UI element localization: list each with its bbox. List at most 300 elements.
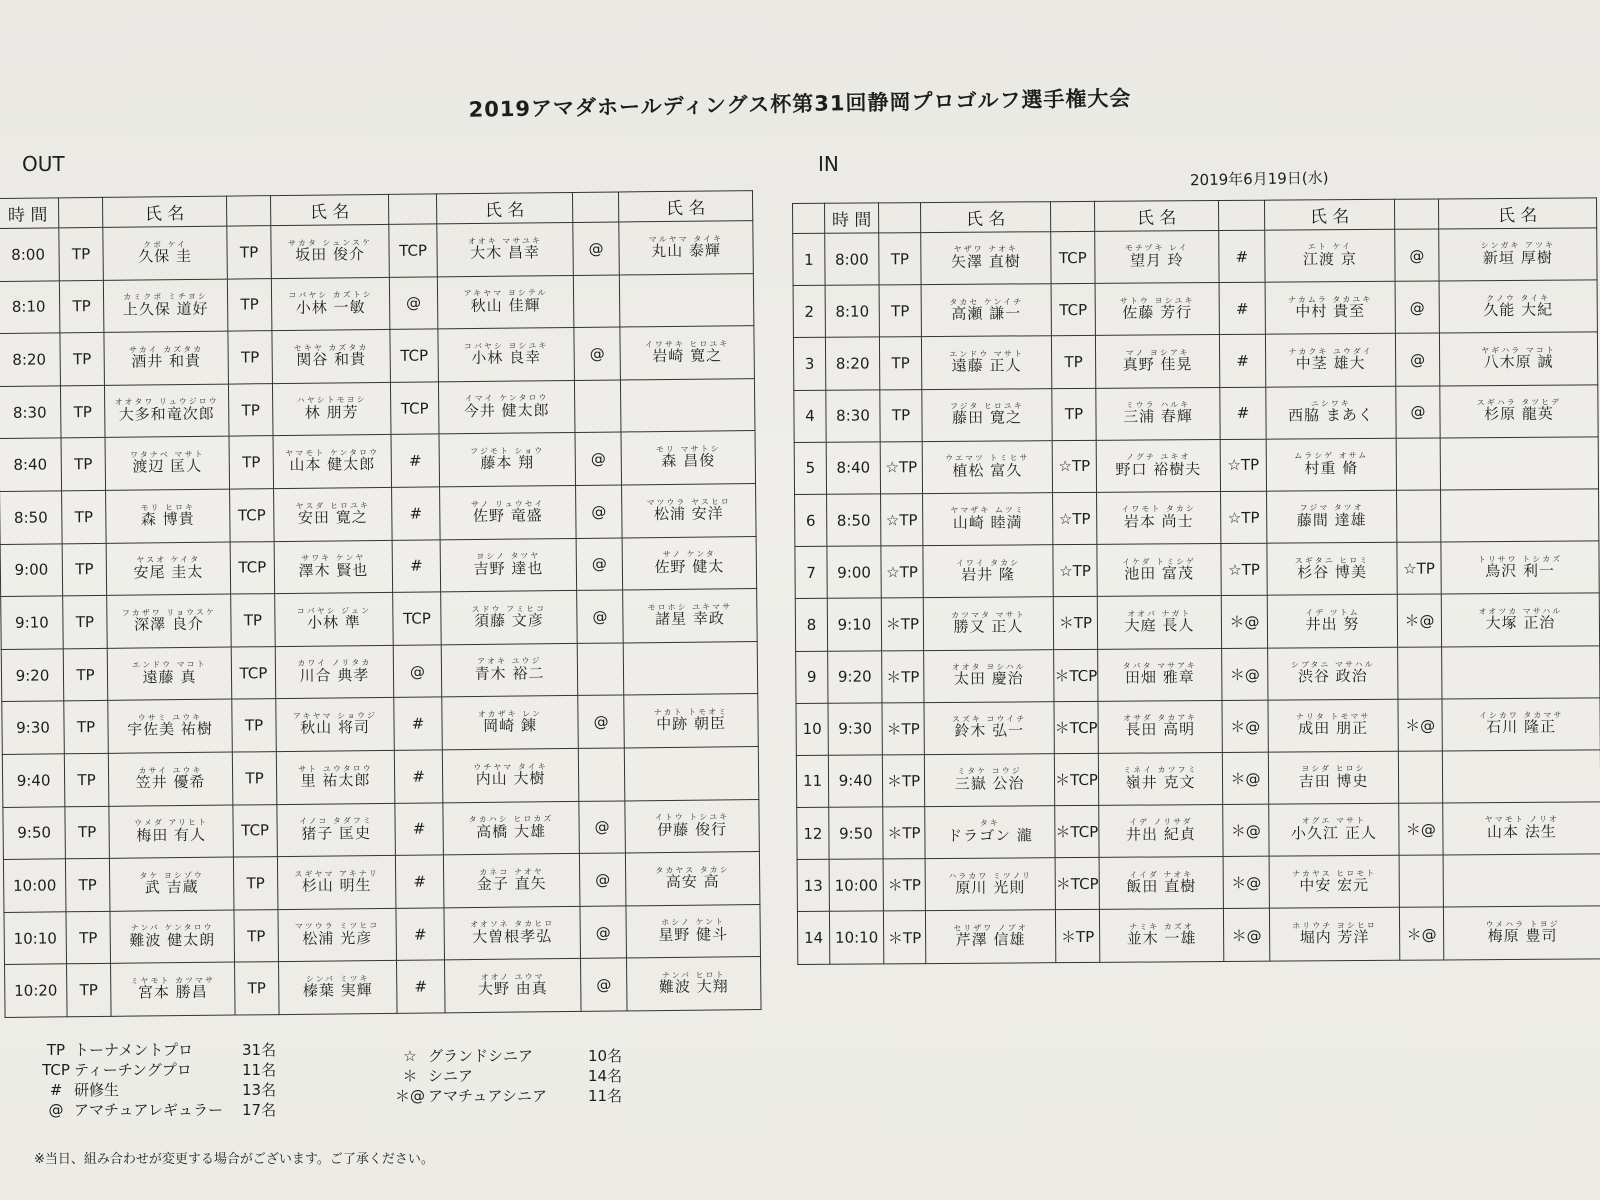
player-name-cell [924,754,1054,807]
category-badge: TP [60,385,105,438]
player [948,872,1032,897]
player [293,712,377,737]
legend-count: 14名 [588,1067,623,1085]
player-name: 杉原 龍英 [1484,405,1554,424]
player-name-cell [272,330,391,384]
tee-time: 8:50 [827,494,881,547]
player-name-cell [1097,544,1221,597]
category-badge: ＊TP [883,807,925,859]
player-kana: モリ マサトシ [655,444,721,455]
category-badge: @ [389,276,438,329]
player-name-cell [925,858,1055,911]
player-name-cell [1265,229,1395,282]
player-name-cell [445,959,582,1013]
player-name-cell [625,799,760,853]
category-badge: @ [578,695,625,748]
player-name-cell [1269,856,1399,909]
change-notice: ※当日、組み合わせが変更する場合がございます。ご了承ください。 [34,1152,434,1167]
player-name-cell [1266,386,1396,439]
category-badge: TP [1051,336,1095,388]
player-name: 小久江 正人 [1290,823,1377,843]
player [654,551,724,576]
player-kana: サカイ カズタカ [128,344,204,355]
player-name: 吉野 達也 [473,558,544,578]
category-badge: ＊@ [1399,803,1443,855]
tee-time: 8:20 [0,333,60,386]
category-badge: ＊TP [881,598,923,650]
name-header: 氏 名 [436,192,572,223]
player [655,866,730,891]
player-name-cell [442,696,579,750]
player-name: 渋谷 政治 [1297,667,1368,686]
player-name: 深澤 良介 [133,614,204,634]
player-name-cell [106,489,231,543]
category-badge: TP [61,438,106,491]
category-badge: # [1220,387,1266,440]
player-name-cell [1095,231,1219,284]
player-name-cell [107,647,232,701]
player-name: 松浦 光彦 [302,928,373,948]
player-name-cell [279,961,398,1015]
category-badge: ＊TCP [1054,649,1098,701]
player-name-cell [105,436,230,490]
player-name: 佐野 健太 [654,556,725,576]
category-badge: TP [65,806,110,859]
player-name-cell [440,538,577,592]
player-kana: コバヤシ カズトシ [288,290,373,301]
player [952,663,1026,688]
player-kana: オオソネ タカヒロ [470,919,555,930]
category-badge: TP [59,227,104,280]
player-kana: マノ ヨシアキ [1125,347,1190,358]
player-kana: イワサキ ヒロユキ [644,339,730,349]
table-row [794,384,1598,442]
time-header: 時 間 [0,198,59,229]
legend-label: グランドシニア [428,1047,534,1065]
category-badge: # [394,750,443,803]
category-badge: # [391,434,440,487]
player-kana: トリサワ トシカズ [1477,554,1563,564]
group-number: 5 [794,442,826,494]
player-name: 鈴木 弘一 [954,721,1025,741]
category-badge: TP [63,596,108,649]
category-badge [578,748,625,801]
player [470,447,544,472]
tee-time: 10:10 [829,911,883,964]
category-badge: @ [575,432,622,485]
player-name: 難波 健太朗 [129,930,216,950]
player-kana: フジタ ヒロユキ [949,401,1024,411]
player-name-cell [108,752,233,806]
player-kana: タカセ ケンイチ [949,296,1024,307]
tee-time: 8:40 [826,442,880,495]
player [473,552,543,577]
player [1288,296,1373,321]
player-name: 小林 一敏 [295,297,366,317]
no-header [793,203,825,233]
out-pairings-table [0,190,762,1018]
group-number: 14 [797,912,829,964]
player-kana: ハラカワ ミツノリ [948,870,1033,881]
player-kana: ヤマモト ケンタロウ [285,447,380,458]
player-name: 遠藤 真 [142,667,197,687]
player-kana: セリザワ ノブオ [953,923,1028,933]
category-badge [574,380,621,433]
player-name: 今井 健太郎 [463,400,550,420]
category-badge: TP [62,543,107,596]
player-name: 嶺井 克文 [1125,772,1196,792]
player-name-cell [1267,595,1397,648]
category-badge: # [395,855,444,908]
player-name: 酒井 和貴 [131,352,202,371]
player [645,340,730,365]
group-number: 13 [797,860,829,912]
category-badge: TP [67,964,112,1017]
player [949,298,1023,323]
tee-time: 8:20 [825,337,879,390]
group-number: 11 [796,755,828,807]
player-name-cell [104,384,229,438]
legend-item [392,1066,622,1086]
player [471,500,545,525]
group-number: 4 [794,390,826,442]
player-name-cell [624,746,759,800]
category-badge: TP [235,962,280,1015]
category-badge: ☆TP [1221,543,1267,596]
category-badge: @ [573,222,620,275]
player-name: 杉山 明生 [301,876,372,895]
out-label: OUT [22,152,65,176]
player [951,246,1021,271]
event-date: 2019年6月19日(水) [1189,168,1329,190]
cat-header [572,192,618,222]
player-name: 関谷 和貴 [296,350,367,370]
player [952,715,1026,740]
table-row [795,489,1599,547]
table-row [793,228,1597,286]
table-row [0,431,756,492]
player [1123,766,1198,791]
player-name-cell [275,645,394,699]
player-name-cell [111,962,236,1016]
player-name-cell [619,273,754,327]
player [1126,871,1196,896]
cat-header [388,194,436,225]
category-badge: TP [231,594,276,647]
category-badge: @ [1395,333,1439,385]
player-name-cell [275,593,394,647]
player [1122,558,1196,583]
player-kana: ヤマザキ ムツミ [950,505,1025,516]
category-badge [577,643,624,696]
legend-code: ＊ [402,1067,418,1085]
category-badge [1399,855,1443,907]
category-badge: TP [233,857,278,910]
category-badge: ☆TP [881,546,923,598]
player-name: 坂田 俊介 [295,245,366,264]
player-name-cell [1098,752,1222,805]
category-badge: @ [576,485,623,538]
player-kana: イノコ タダフミ [299,816,373,826]
category-badge: TCP [389,224,438,277]
player [134,819,208,844]
player [122,608,216,633]
player-kana: ノグチ ユキオ [1126,452,1191,462]
player-name-cell [922,440,1052,493]
tee-time: 9:30 [2,701,65,754]
tee-time: 8:10 [0,280,60,333]
category-badge: # [392,487,441,540]
legend-item [392,1046,622,1066]
legend-label: トーナメントプロ [74,1041,193,1059]
player-name-cell [622,484,757,538]
player-kana: マルヤマ タイキ [648,233,724,244]
player-name: 山崎 睦満 [952,513,1023,532]
category-badge: ＊@ [1223,804,1269,857]
table-row [3,799,760,860]
category-badge: TP [227,226,272,279]
player-name-cell [438,380,575,434]
player-name: 大野 由真 [477,979,548,999]
player-kana: オオバ ナガト [1127,608,1192,619]
legend-code: TP [46,1041,66,1059]
player [647,498,731,523]
player-name: 高橋 大雄 [476,821,547,841]
player-name: 原川 光則 [955,878,1026,897]
player-kana: ナカト トモオミ [653,707,729,718]
player [297,607,372,632]
player-name-cell [1439,280,1597,333]
player [1124,610,1194,635]
player-name: 安田 寛之 [297,508,368,527]
player-name: 杉谷 博美 [1297,562,1368,582]
player-name: 久能 大紀 [1483,300,1554,320]
category-badge: ＊@ [1222,752,1268,805]
player-kana: タカハシ ヒロカズ [468,814,554,825]
player [294,870,378,895]
player [123,293,209,318]
category-badge: ☆TP [1220,439,1266,492]
tee-time: 8:00 [825,233,879,286]
player-name-cell [1267,542,1397,595]
player [464,289,548,314]
player [464,342,549,367]
player [297,397,367,422]
category-badge: TCP [230,541,275,594]
player-kana: サトウ ヨシユキ [1119,295,1195,306]
player-name: 里 祐太郎 [300,771,371,790]
document-title: 2019アマダホールディングス杯第31回静岡プロゴルフ選手権大会 [468,86,1132,122]
category-badge: ＊TCP [1054,701,1098,753]
player-name: 武 吉蔵 [144,878,199,897]
category-badge: ＊TP [882,650,924,702]
tee-time: 9:50 [3,806,66,859]
player [477,868,547,893]
category-badge: ＊@ [1397,594,1441,646]
player-kana: タバタ マサアキ [1122,661,1197,671]
player [298,765,373,790]
player-name-cell [1443,906,1600,959]
player-kana: ミネイ カツフミ [1123,765,1198,775]
legend-label: アマチュアレギュラー [74,1101,223,1119]
table-row [5,957,762,1018]
player [1481,346,1556,371]
table-row [794,437,1598,495]
player [296,502,371,527]
tee-time: 9:30 [828,703,882,756]
player-name-cell [277,803,396,857]
player-name: 森 博貴 [140,509,195,529]
player-kana: オオタワ リュウジロウ [114,397,219,408]
player-name: 須藤 文彦 [473,611,544,631]
group-number: 12 [797,807,829,859]
category-badge: TCP [1051,231,1095,283]
player-name: 笠井 優希 [135,772,206,792]
player-name-cell [1097,491,1221,544]
category-badge: TP [66,911,111,964]
player-name: 伊藤 俊行 [657,819,728,839]
player [1485,920,1559,945]
player-name: 丸山 泰輝 [651,241,722,261]
player-name: 佐藤 芳行 [1122,303,1193,322]
player-name: 村重 脩 [1304,458,1359,477]
player [950,402,1024,427]
player-name: 宮本 勝昌 [137,983,208,1002]
player-name: 長田 高明 [1125,720,1196,740]
player-name-cell [619,221,754,275]
player-kana: イデ ツトム [1305,607,1360,618]
category-badge: ＊@ [1222,648,1268,701]
player-name-cell [1265,334,1395,387]
category-badge: # [394,697,443,750]
player-name-cell [272,382,391,436]
name-header: 氏 名 [1094,201,1218,232]
category-badge: TP [59,280,104,333]
legend-item [392,1086,622,1106]
table-row [797,854,1600,912]
player-name: 青木 裕二 [474,664,545,683]
player [473,763,548,788]
player [1299,765,1369,790]
player-name-cell [1440,384,1598,437]
tee-time: 9:00 [827,546,881,599]
table-row [793,332,1597,390]
player-name-cell [271,224,390,278]
legend-code: ☆ [403,1047,417,1065]
player [1291,661,1375,686]
category-badge: @ [393,645,442,698]
player-name-cell [443,801,580,855]
category-badge: ＊TP [883,859,925,911]
category-badge: TP [64,701,109,754]
category-badge: TCP [230,489,275,542]
player [294,344,369,369]
player-name: 松浦 安洋 [653,504,724,524]
player-name: 金子 直矢 [476,874,547,894]
player-name: 山本 法生 [1486,822,1557,842]
player-kana: イケダ トミシゲ [1122,556,1196,567]
player-name: 成田 朋正 [1298,719,1369,738]
player-name-cell [1268,751,1398,804]
player [129,924,215,949]
player-kana: イトウ トシユキ [654,812,730,823]
player-name: 望月 玲 [1129,251,1184,270]
player [656,445,721,470]
player-name-cell [621,431,756,485]
player [132,661,207,686]
player [472,605,547,630]
player-kana: ヤザワ ナオキ [953,244,1019,255]
category-badge: ☆TP [881,494,923,546]
player [951,611,1026,636]
player [1481,242,1556,267]
player-name-cell [1268,699,1398,752]
category-badge: TP [880,389,922,441]
player-kana: マツウラ ミツヒコ [294,921,380,932]
player [1294,452,1368,477]
player-name-cell [437,275,574,329]
player-kana: オグエ マサト [1301,816,1366,826]
player-name-cell [623,589,758,643]
player-name-cell [444,906,581,960]
category-badge: ＊TCP [1054,753,1098,805]
player-name: 秋山 将司 [300,718,371,738]
category-badge: TP [879,233,921,285]
name-header: 氏 名 [1438,198,1596,229]
player-name-cell [626,957,761,1011]
player-kana: エンドウ マコト [132,660,207,670]
tee-time: 9:10 [1,596,64,649]
group-number: 10 [796,703,828,755]
player-kana: ヤスダ ヒロユキ [295,500,370,511]
player-name-cell [1095,283,1219,336]
table-row [0,484,756,545]
player-kana: タキ [979,819,1000,829]
player-kana: ウサミ ユウキ [137,712,203,723]
category-badge: TP [234,909,279,962]
in-label: IN [818,152,839,176]
player [297,659,371,684]
player-kana: ホリウチ ヨシヒロ [1292,920,1377,931]
player-name: 矢澤 直樹 [950,252,1021,271]
player-kana: ニシワキ [1310,399,1351,409]
player [1123,401,1193,426]
table-row [0,221,753,282]
player [129,346,203,371]
category-badge: # [1219,230,1265,283]
player [1121,506,1196,531]
player-kana: アキヤマ ヨシテル [463,288,548,299]
player-name: 遠藤 正人 [951,356,1022,376]
player [649,235,724,260]
category-badge: ＊TP [1053,597,1097,649]
category-badge: TCP [393,592,442,645]
tee-time: 10:00 [829,859,883,912]
player-kana: ワタナベ マサト [129,449,205,460]
player-name-cell [277,855,396,909]
group-number: 3 [793,338,825,390]
player-kana: ムラシゲ オサム [1294,451,1369,461]
player-name: 藤田 寛之 [952,408,1022,428]
player-name-cell [923,597,1053,650]
player-kana: イマイ ケンタロウ [464,393,549,404]
legend-item [38,1100,276,1120]
category-badge: TCP [233,804,278,857]
player-kana: ホシノ ケント [661,917,726,928]
player [659,971,729,996]
legend-count: 13名 [242,1081,277,1099]
player-name-cell [624,694,759,748]
